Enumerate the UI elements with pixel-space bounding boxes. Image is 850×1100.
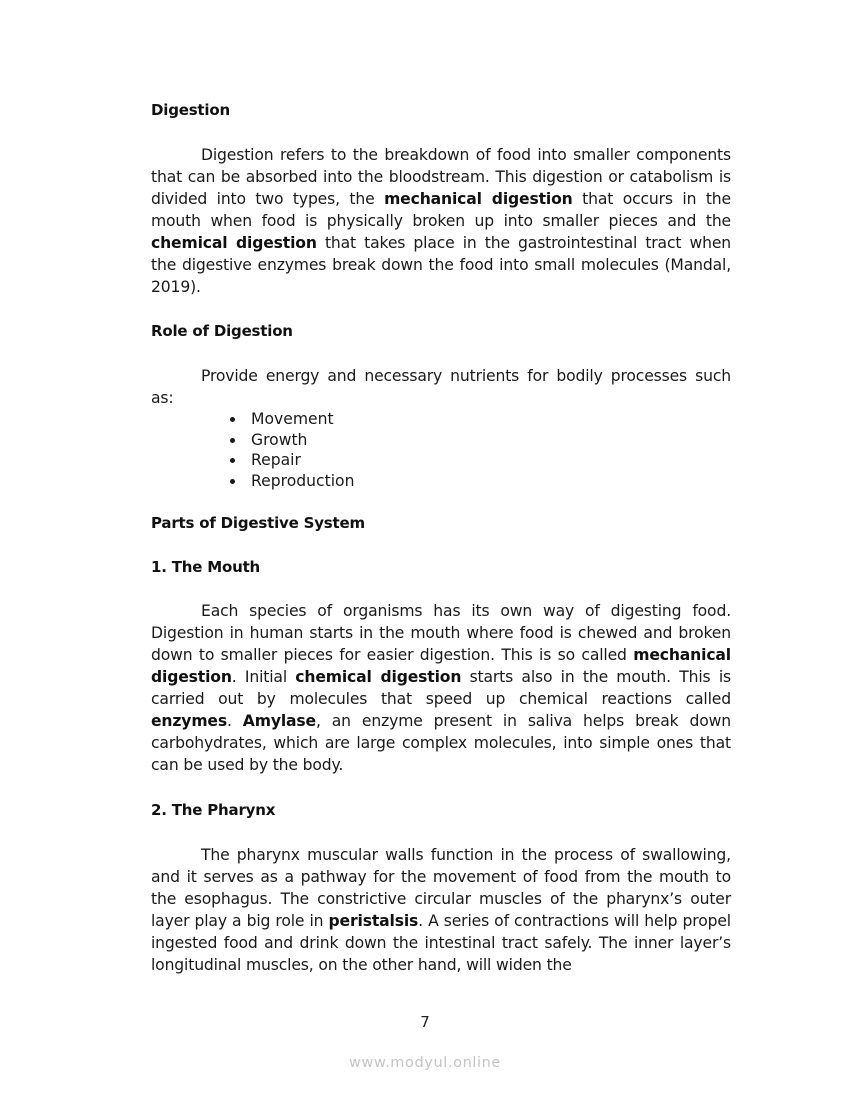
heading-the-mouth: 1. The Mouth xyxy=(151,558,261,576)
bold-term: enzymes xyxy=(151,712,227,730)
bullet-item xyxy=(232,450,354,471)
bold-term: peristalsis xyxy=(328,912,419,930)
watermark-text: www.modyul.online xyxy=(349,1055,501,1071)
bullet-list-roles xyxy=(232,409,354,491)
paragraph-pharynx: The pharynx muscular walls function in the process of swallowing, and it serves as a pathway for the movement of food from the mouth to the esophagus. The constrictive circular muscles of the pharynx’s outer layer play a big role in peristalsis. A series of contractions will help propel ingested food and drink down the intestinal tract safely. The inner layer’s longitudinal muscles, on the other hand, will widen the xyxy=(151,846,731,974)
bold-term: chemical digestion xyxy=(151,234,317,252)
bullet-item xyxy=(232,430,354,451)
bullet-label: Repair xyxy=(251,451,301,469)
bold-term: chemical digestion xyxy=(295,668,462,686)
bold-term: Amylase xyxy=(242,712,316,730)
heading-digestion: Digestion xyxy=(151,101,230,119)
bold-term: mechanical digestion xyxy=(151,646,731,686)
bullet-label: Movement xyxy=(251,410,334,428)
bullet-icon xyxy=(230,479,235,484)
bullet-icon xyxy=(230,458,235,463)
bullet-label: Growth xyxy=(251,430,308,449)
paragraph-mouth: Each species of organisms has its own way of digesting food. Digestion in human starts in the mouth where food is chewed and broken down to smaller pieces for easier digestion. This is so called mechanical digestion. Initial chemical digestion starts also in the mouth. This is carried out by molecules that speed up chemical reactions called enzymes. Amylase, an enzyme present in saliva helps break down carbohydrates, which are large complex molecules, into simple ones that can be used by the body. xyxy=(151,602,731,774)
paragraph-digestion: Digestion refers to the breakdown of food into smaller components that can be absorbed into the bloodstream. This digestion or catabolism is divided into two types, the mechanical digestion that occurs in the mouth when food is physically broken up into smaller pieces and the chemical digestion that takes place in the gastrointestinal tract when the digestive enzymes break down the food into small molecules (Mandal, 2019). xyxy=(151,146,731,296)
page-number: 7 xyxy=(420,1013,430,1031)
bullet-item xyxy=(232,471,354,492)
paragraph-role-intro: Provide energy and necessary nutrients for bodily processes such as: xyxy=(151,367,731,407)
bullet-label: Reproduction xyxy=(251,471,355,490)
bold-term: mechanical digestion xyxy=(384,190,573,208)
heading-role-of-digestion: Role of Digestion xyxy=(151,322,293,340)
bullet-icon xyxy=(230,417,235,422)
heading-the-pharynx: 2. The Pharynx xyxy=(151,801,276,819)
bullet-item xyxy=(232,409,354,430)
bullet-icon xyxy=(230,438,235,443)
heading-parts-of-digestive-system: Parts of Digestive System xyxy=(151,514,365,532)
